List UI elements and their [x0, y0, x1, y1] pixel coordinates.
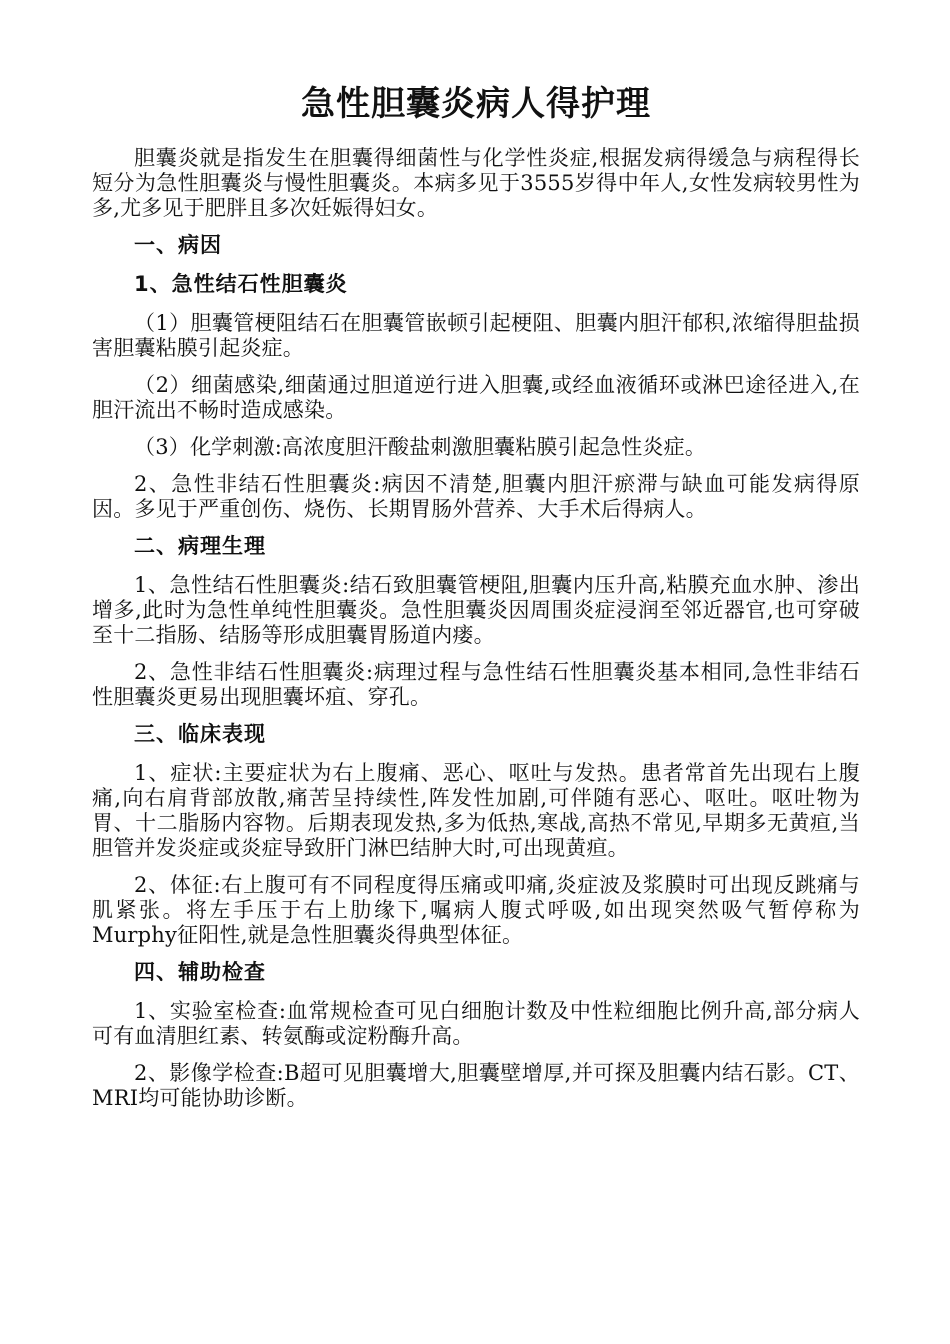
section-heading-auxiliary-exam: 四、辅助检查: [134, 960, 266, 984]
intro-paragraph: 胆囊炎就是指发生在胆囊得细菌性与化学性炎症,根据发病得缓急与病程得长短分为急性胆囊炎与慢性胆囊炎。本病多见于3555岁得中年人,女性发病较男性为多,尤多见于肥胖且多次妊娠得妇女。: [92, 146, 860, 220]
section-heading-etiology: 一、病因: [134, 233, 222, 257]
subheading-acute-calculous: 1、急性结石性胆囊炎: [134, 272, 348, 296]
section-heading-pathophysiology: 二、病理生理: [134, 534, 266, 558]
paragraph: 2、急性非结石性胆囊炎:病因不清楚,胆囊内胆汗瘀滞与缺血可能发病得原因。多见于严重创伤、烧伤、长期胃肠外营养、大手术后得病人。: [92, 472, 860, 521]
section-heading-clinical: 三、临床表现: [134, 722, 266, 746]
document-page: [92, 80, 860, 1123]
paragraph: 1、症状:主要症状为右上腹痛、恶心、呕吐与发热。患者常首先出现右上腹痛,向右肩背部放散,痛苦呈持续性,阵发性加剧,可伴随有恶心、呕吐。呕吐物为胃、十二脂肠内容物。后期表现发热,多为低热,寒战,高热不常见,早期多无黄疸,当胆管并发炎症或炎症导致肝门淋巴结肿大时,可出现黄疸。: [92, 761, 860, 860]
paragraph: 1、急性结石性胆囊炎:结石致胆囊管梗阻,胆囊内压升高,粘膜充血水肿、渗出增多,此时为急性单纯性胆囊炎。急性胆囊炎因周围炎症浸润至邻近器官,也可穿破至十二指肠、结肠等形成胆囊胃肠道内瘘。: [92, 573, 860, 647]
paragraph: 2、体征:右上腹可有不同程度得压痛或叩痛,炎症波及浆膜时可出现反跳痛与肌紧张。将左手压于右上肋缘下,嘱病人腹式呼吸,如出现突然吸气暂停称为Murphy征阳性,就是急性胆囊炎得典型体征。: [92, 873, 860, 947]
paragraph: 2、急性非结石性胆囊炎:病理过程与急性结石性胆囊炎基本相同,急性非结石性胆囊炎更易出现胆囊坏疽、穿孔。: [92, 660, 860, 709]
paragraph: （1）胆囊管梗阻结石在胆囊管嵌顿引起梗阻、胆囊内胆汗郁积,浓缩得胆盐损害胆囊粘膜引起炎症。: [92, 311, 860, 360]
paragraph: （2）细菌感染,细菌通过胆道逆行进入胆囊,或经血液循环或淋巴途径进入,在胆汗流出不畅时造成感染。: [92, 373, 860, 422]
paragraph: 1、实验室检查:血常规检查可见白细胞计数及中性粒细胞比例升高,部分病人可有血清胆红素、转氨酶或淀粉酶升高。: [92, 999, 860, 1048]
paragraph: 2、影像学检查:B超可见胆囊增大,胆囊壁增厚,并可探及胆囊内结石影。CT、MRI均可能协助诊断。: [92, 1061, 860, 1110]
paragraph: （3）化学刺激:高浓度胆汗酸盐刺激胆囊粘膜引起急性炎症。: [134, 435, 707, 459]
document-title: 急性胆囊炎病人得护理: [301, 84, 651, 124]
